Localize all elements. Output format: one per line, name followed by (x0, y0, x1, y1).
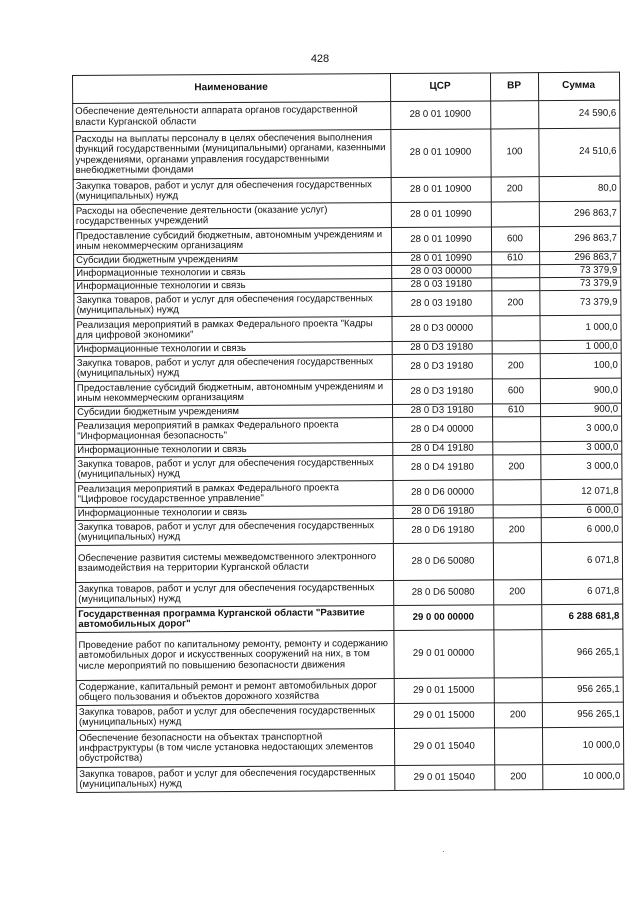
cell-csr: 28 0 01 10900 (391, 101, 491, 130)
table-row (73, 226, 620, 254)
cell-vr (491, 101, 539, 129)
cell-name: Субсидии бюджетным учреждениям (74, 253, 392, 268)
cell-csr: 28 0 03 19180 (392, 291, 492, 317)
cell-vr: 200 (493, 518, 541, 543)
cell-csr: 28 0 01 10900 (391, 177, 491, 203)
cell-csr: 29 0 01 15040 (394, 728, 494, 766)
cell-name: Информационные технологии и связь (74, 342, 392, 357)
cell-name: Содержание, капитальный ремонт и ремонт автомобильных дорог общего пользования и объектов дорожного хозяйства (76, 679, 394, 706)
cell-name: Закупка товаров, работ и услуг для обеспечения государственных (муниципальных) нужд (74, 355, 392, 382)
cell-csr: 28 0 D6 50080 (394, 580, 494, 606)
cell-csr: 28 0 03 00000 (392, 265, 492, 279)
cell-sum: 73 379,9 (540, 290, 621, 315)
table-row (75, 416, 622, 444)
cell-csr: 28 0 03 19180 (392, 278, 492, 292)
cell-sum: 80,0 (539, 176, 620, 201)
cell-name: Реализация мероприятий в рамках Федерального проекта "Кадры для цифровой экономики" (74, 317, 392, 344)
cell-vr: 610 (492, 252, 540, 265)
budget-table (72, 72, 624, 793)
cell-csr: 28 0 D4 00000 (393, 417, 493, 443)
cell-vr (494, 678, 542, 703)
cell-sum: 100,0 (540, 353, 621, 378)
cell-sum: 3 000,0 (541, 416, 622, 441)
cell-csr: 28 0 01 10990 (391, 202, 491, 228)
cell-vr (493, 543, 541, 580)
cell-sum: 73 379,9 (540, 264, 621, 277)
cell-sum: 900,0 (541, 403, 622, 416)
cell-name: Обеспечение безопасности на объектах транспортной инфраструктуры (в том числе установка недостающих элементов обустройства) (77, 729, 395, 768)
cell-name: Обеспечение деятельности аппарата органов государственной власти Курганской области (73, 102, 391, 132)
table-row (75, 542, 622, 582)
cell-name: Информационные технологии и связь (75, 506, 393, 521)
cell-sum: 1 000,0 (540, 315, 621, 340)
cell-name: Закупка товаров, работ и услуг для обеспечения государственных (муниципальных) нужд (75, 456, 393, 483)
cell-name: Закупка товаров, работ и услуг для обеспечения государственных (муниципальных) нужд (77, 766, 395, 793)
cell-vr: 200 (491, 177, 539, 202)
cell-sum: 1 000,0 (540, 340, 621, 353)
scan-mark: · (442, 847, 445, 856)
table-row (75, 454, 622, 482)
cell-csr: 28 0 D6 50080 (393, 543, 493, 581)
cell-csr: 28 0 01 10990 (391, 227, 491, 253)
cell-sum: 296 863,7 (539, 201, 620, 226)
cell-name: Закупка товаров, работ и услуг для обеспечения государственных (муниципальных) нужд (74, 292, 392, 319)
table-row (74, 290, 621, 318)
table-row (73, 176, 620, 204)
cell-vr (492, 265, 540, 278)
cell-vr (494, 630, 542, 678)
cell-vr (494, 728, 542, 765)
header-sum: Сумма (538, 72, 619, 100)
cell-vr: 200 (494, 703, 542, 728)
cell-vr: 200 (493, 455, 541, 480)
cell-vr (492, 341, 540, 354)
page-number: 428 (310, 53, 330, 65)
cell-csr: 28 0 D3 19180 (392, 341, 492, 355)
cell-vr (493, 505, 541, 518)
cell-csr: 29 0 01 15000 (394, 703, 494, 729)
cell-vr (494, 605, 542, 630)
cell-sum: 12 071,8 (541, 479, 622, 504)
cell-name: Предоставление субсидий бюджетным, автономным учреждениям и иным некоммерческим организациям (73, 228, 391, 255)
cell-name: Предоставление субсидий бюджетным, автономным учреждениям и иным некоммерческим организациям (74, 380, 392, 407)
cell-vr (493, 480, 541, 505)
cell-sum: 900,0 (540, 378, 621, 403)
table-row (74, 378, 621, 406)
cell-csr: 28 0 D3 19180 (392, 354, 492, 380)
table-row (76, 604, 623, 632)
header-csr: ЦСР (390, 73, 490, 102)
cell-sum: 6 071,8 (541, 542, 622, 579)
cell-sum: 10 000,0 (543, 764, 624, 789)
cell-name: Закупка товаров, работ и услуг для обеспечения государственных (муниципальных) нужд (75, 519, 393, 546)
cell-csr: 28 0 D4 19180 (393, 442, 493, 456)
cell-csr: 29 0 01 00000 (394, 630, 494, 679)
table-row (73, 201, 620, 229)
cell-sum: 10 000,0 (542, 727, 623, 764)
table-row (74, 353, 621, 381)
cell-sum: 24 590,6 (539, 100, 620, 128)
header-vr: ВР (490, 73, 538, 101)
table-row (77, 727, 624, 767)
cell-csr: 28 0 01 10990 (392, 252, 492, 266)
cell-name: Реализация мероприятий в рамках Федерального проекта "Цифровое государственное управление" (75, 481, 393, 508)
cell-csr: 29 0 00 00000 (394, 605, 494, 631)
cell-name: Закупка товаров, работ и услуг для обеспечения государственных (муниципальных) нужд (76, 581, 394, 608)
cell-name: Проведение работ по капитальному ремонту, ремонту и содержанию автомобильных дорог и искусственных сооружений на них, в том числе мероприятий по повышению безопасности движения (76, 631, 394, 681)
cell-csr: 28 0 D6 19180 (393, 518, 493, 544)
cell-csr: 28 0 01 10900 (391, 129, 491, 178)
cell-sum: 296 863,7 (540, 251, 621, 264)
cell-name: Информационные технологии и связь (74, 266, 392, 281)
cell-sum: 6 000,0 (541, 517, 622, 542)
cell-sum: 3 000,0 (541, 441, 622, 454)
cell-csr: 28 0 D6 00000 (393, 480, 493, 506)
table-row (76, 629, 623, 680)
cell-vr: 610 (493, 404, 541, 417)
cell-sum: 956 265,1 (542, 702, 623, 727)
table-row (77, 764, 624, 792)
table-row (74, 315, 621, 343)
table-body (73, 100, 624, 792)
table-row (75, 517, 622, 545)
cell-name: Расходы на обеспечение деятельности (оказание услуг) государственных учреждений (73, 203, 391, 230)
cell-csr: 28 0 D3 00000 (392, 316, 492, 342)
cell-sum: 966 265,1 (542, 629, 623, 677)
cell-vr (492, 316, 540, 341)
cell-name: Закупка товаров, работ и услуг для обеспечения государственных (муниципальных) нужд (73, 178, 391, 205)
cell-csr: 28 0 D3 19180 (392, 379, 492, 405)
table-row (76, 579, 623, 607)
cell-sum: 6 000,0 (541, 504, 622, 517)
table-row (75, 479, 622, 507)
cell-name: Информационные технологии и связь (75, 443, 393, 458)
cell-vr: 600 (492, 379, 540, 404)
cell-name: Государственная программа Курганской области "Развитие автомобильных дорог" (76, 606, 394, 633)
cell-sum: 24 510,6 (539, 128, 620, 176)
table-row (73, 128, 620, 179)
cell-sum: 956 265,1 (542, 677, 623, 702)
cell-name: Закупка товаров, работ и услуг для обеспечения государственных (муниципальных) нужд (76, 704, 394, 731)
cell-vr: 100 (491, 129, 539, 177)
cell-vr: 600 (491, 227, 539, 252)
cell-name: Информационные технологии и связь (74, 279, 392, 294)
cell-sum: 6 071,8 (542, 579, 623, 604)
table-row (73, 100, 620, 131)
cell-name: Расходы на выплаты персоналу в целях обеспечения выполнения функций государственными (муниципальными) органами, казенными учреждениями, органами управления государственными внебюджетными фондами (73, 130, 391, 180)
cell-vr (491, 202, 539, 227)
header-name: Наименование (73, 74, 391, 104)
cell-csr: 28 0 D4 19180 (393, 455, 493, 481)
cell-vr (493, 442, 541, 455)
cell-csr: 28 0 D3 19180 (393, 404, 493, 418)
cell-vr: 200 (495, 765, 543, 790)
cell-vr: 200 (492, 354, 540, 379)
table-header-row (73, 72, 620, 103)
cell-csr: 29 0 01 15040 (395, 765, 495, 791)
cell-name: Реализация мероприятий в рамках Федерального проекта "Информационная безопасность" (75, 418, 393, 445)
cell-sum: 296 863,7 (539, 226, 620, 251)
cell-name: Субсидии бюджетным учреждениям (75, 405, 393, 420)
cell-sum: 6 288 681,8 (542, 604, 623, 629)
cell-csr: 29 0 01 15000 (394, 678, 494, 704)
cell-sum: 73 379,9 (540, 277, 621, 290)
cell-csr: 28 0 D6 19180 (393, 505, 493, 519)
table-row (76, 677, 623, 705)
table-row (76, 702, 623, 730)
cell-vr: 200 (492, 291, 540, 316)
cell-vr: 200 (494, 580, 542, 605)
cell-sum: 3 000,0 (541, 454, 622, 479)
cell-vr (493, 417, 541, 442)
cell-vr (492, 278, 540, 291)
cell-name: Обеспечение развития системы межведомственного электронного взаимодействия на территории Курганской области (75, 544, 393, 583)
